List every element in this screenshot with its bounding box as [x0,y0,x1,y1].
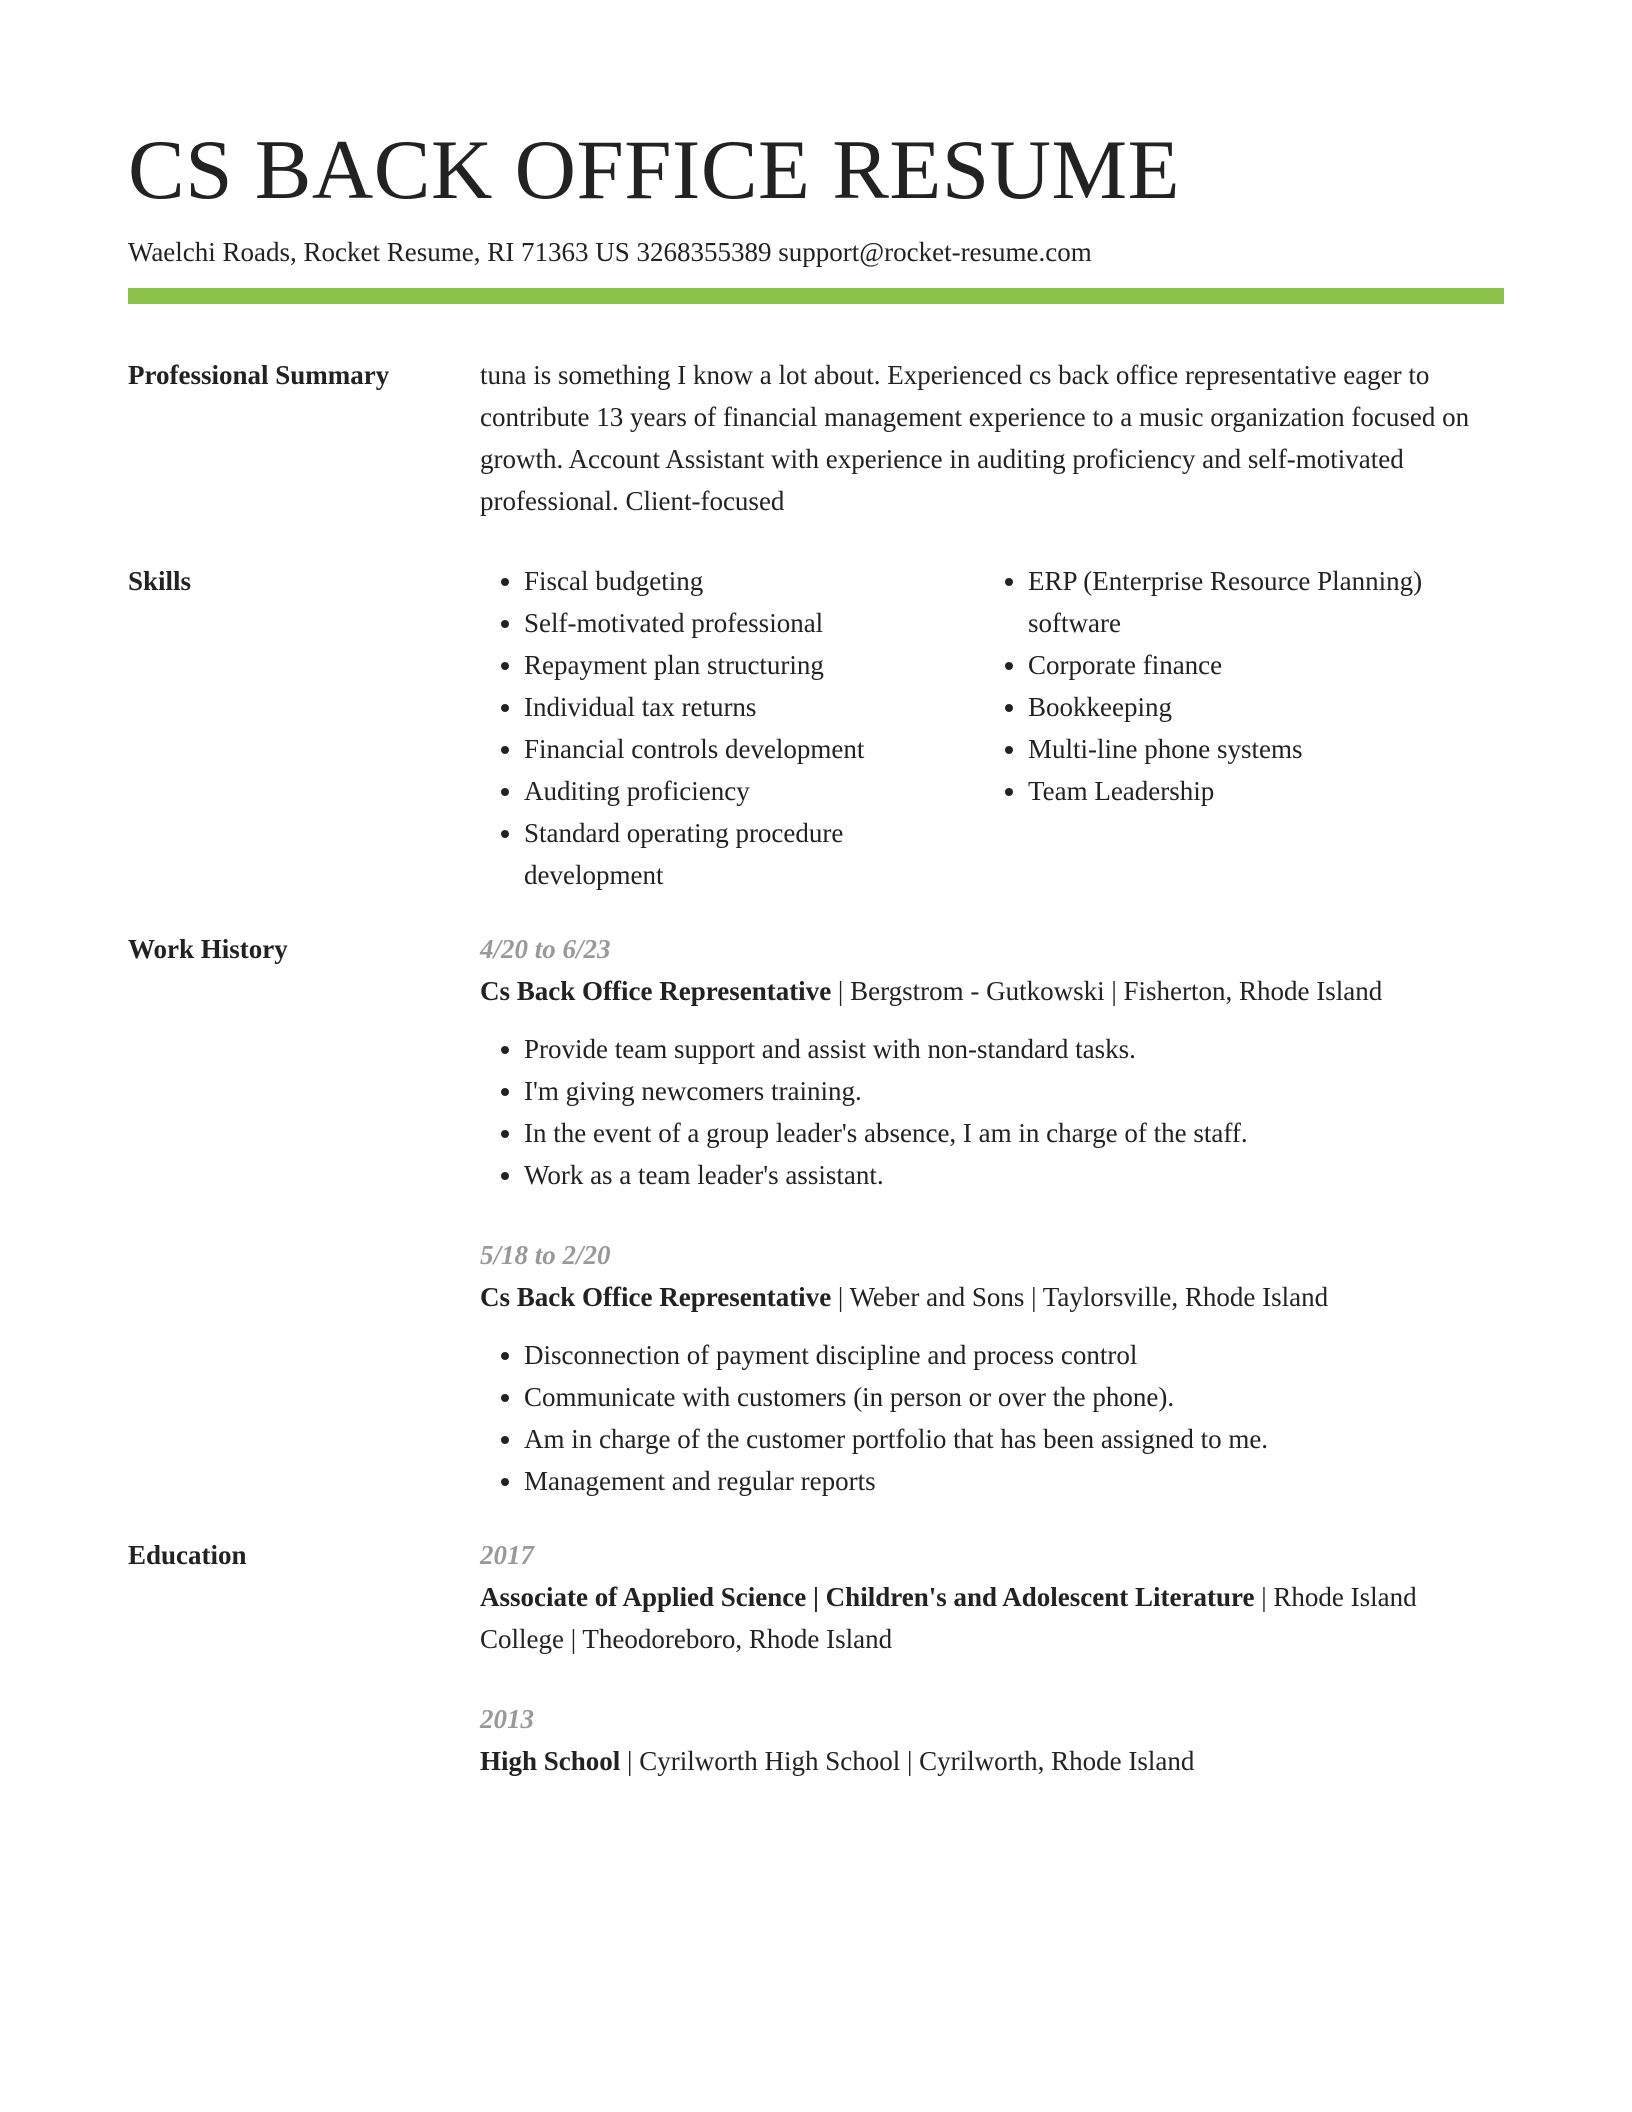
school-details: | Cyrilworth High School | Cyrilworth, Rhode Island [620,1746,1195,1776]
work-history-label: Work History [128,934,288,964]
education-entry [480,1534,1504,1660]
skill-item: • ERP (Enterprise Resource Planning) software [1028,560,1488,644]
skill-item: • Corporate finance [1028,644,1488,686]
summary-label: Professional Summary [128,360,390,390]
degree-name: Associate of Applied Science | Children's and Adolescent Literature [480,1582,1255,1612]
job-details: | Weber and Sons | Taylorsville, Rhode Island [831,1282,1329,1312]
education-heading [480,1576,1504,1660]
job-date: 5/18 to 2/20 [480,1240,611,1270]
duty-item: • In the event of a group leader's absence, I am in charge of the staff. [524,1112,1504,1154]
education-date: 2017 [480,1540,534,1570]
skill-item: • Bookkeeping [1028,686,1488,728]
education-heading [480,1740,1504,1782]
school-details: | Rhode Island College | Theodoreboro, Rhode Island [480,1582,1417,1654]
skill-item: • Auditing proficiency [524,770,984,812]
summary-text: tuna is something I know a lot about. Experienced cs back office representative eager to contribute 13 years of financial management experience to a music organization focused on growth. Account Assistant with experience in auditing proficiency and self-motivated professional. Client-focused [480,360,1470,516]
job-date: 4/20 to 6/23 [480,934,611,964]
skill-item: • Financial controls development [524,728,984,770]
duty-item: • Communicate with customers (in person or over the phone). [524,1376,1504,1418]
job-details: | Bergstrom - Gutkowski | Fisherton, Rhode Island [831,976,1383,1006]
skill-item: • Repayment plan structuring [524,644,984,686]
education-entries [480,1534,1504,1782]
skill-item: • Fiscal budgeting [524,560,984,602]
duty-item: • Work as a team leader's assistant. [524,1154,1504,1196]
skill-item: • Standard operating procedure development [524,812,984,896]
skill-item: • Self-motivated professional [524,602,984,644]
job-entry [480,1234,1504,1502]
job-heading [480,970,1504,1012]
skill-item: • Team Leadership [1028,770,1488,812]
skill-item: • Multi-line phone systems [1028,728,1488,770]
skills-column-1 [480,560,984,896]
duty-item: • Management and regular reports [524,1460,1504,1502]
resume-title: CS BACK OFFICE RESUME [128,123,1180,217]
job-heading [480,1276,1504,1318]
skills-label: Skills [128,566,192,596]
accent-divider [128,288,1504,304]
job-duties [480,1028,1504,1196]
job-duties [480,1334,1504,1502]
contact-line: Waelchi Roads, Rocket Resume, RI 71363 US 3268355389 support@rocket-resume.com [128,237,1092,267]
degree-name: High School [480,1746,621,1776]
work-history-section [128,928,1504,1502]
skills-list [480,560,1504,896]
summary-section [128,354,1504,522]
skill-item: • Individual tax returns [524,686,984,728]
education-date: 2013 [480,1704,534,1734]
education-section [128,1534,1504,1782]
duty-item: • Provide team support and assist with non-standard tasks. [524,1028,1504,1070]
education-entry [480,1698,1504,1782]
job-title: Cs Back Office Representative [480,1282,832,1312]
work-history-entries [480,928,1504,1502]
skills-column-2 [984,560,1488,896]
education-label: Education [128,1540,247,1570]
duty-item: • Am in charge of the customer portfolio that has been assigned to me. [524,1418,1504,1460]
duty-item: • I'm giving newcomers training. [524,1070,1504,1112]
duty-item: • Disconnection of payment discipline and process control [524,1334,1504,1376]
job-entry [480,928,1504,1196]
skills-section [128,560,1504,896]
job-title: Cs Back Office Representative [480,976,832,1006]
